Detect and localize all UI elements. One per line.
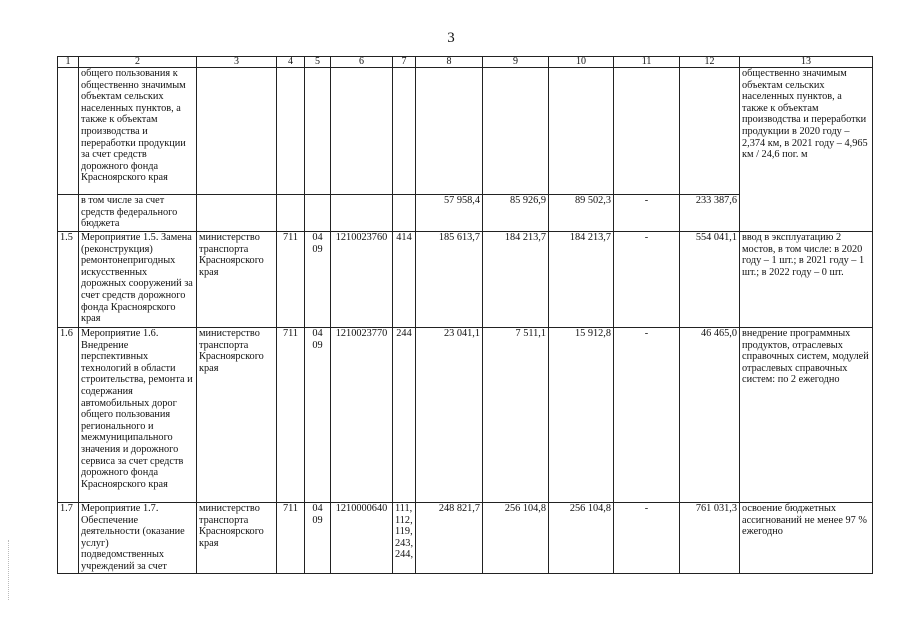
cell-2021: 85 926,9 [483,195,549,232]
cell-2021: 256 104,8 [483,503,549,574]
cell-csr: 1210000640 [331,503,393,574]
header-cell: 7 [393,57,416,68]
table-row [58,68,873,195]
cell-activity: общего пользования к общественно значимым объектам сельских населенных пунктов, а также к объектам производства и переработки продукции за счет средств дорожного фонда Красноярского края [79,68,197,195]
cell-section: 04 09 [305,232,331,328]
header-cell: 5 [305,57,331,68]
cell-2020 [416,68,483,195]
header-cell: 2 [79,57,197,68]
scan-margin-mark [8,540,11,600]
header-cell: 9 [483,57,549,68]
cell-2020: 57 958,4 [416,195,483,232]
cell-number: 1.6 [58,328,79,503]
cell-result: ввод в эксплуатацию 2 мостов, в том числе: в 2020 году – 1 шт.; в 2021 году – 1 шт.; в 2022 году – 0 шт. [740,232,873,328]
cell-grbs [277,195,305,232]
cell-2022: 256 104,8 [549,503,614,574]
cell-csr: 1210023760 [331,232,393,328]
cell-vr: 244 [393,328,416,503]
cell-section: 04 09 [305,503,331,574]
cell-2020: 185 613,7 [416,232,483,328]
cell-result: общественно значимым объектам сельских населенных пунктов, а также к объектам производства и переработки продукции в 2020 году – 2,374 км, в 2021 году – 4,965 км / 24,6 пог. м [740,68,873,232]
cell-result: внедрение программных продуктов, отраслевых справочных систем, модулей отраслевых справочных систем: по 2 ежегодно [740,328,873,503]
cell-grbs: 711 [277,503,305,574]
cell-number [58,68,79,195]
header-row [58,57,873,68]
cell-2020: 23 041,1 [416,328,483,503]
cell-activity: Мероприятие 1.5. Замена (реконструкция) ремонтонепригодных искусственных дорожных сооружений за счет средств дорожного фонда Красноярского края [79,232,197,328]
cell-total: 233 387,6 [680,195,740,232]
cell-grbs: 711 [277,232,305,328]
cell-vr [393,195,416,232]
cell-executor [197,195,277,232]
cell-2022 [549,68,614,195]
header-cell: 1 [58,57,79,68]
cell-col11 [614,68,680,195]
cell-csr [331,68,393,195]
cell-vr: 111, 112, 119, 243, 244, [393,503,416,574]
cell-col11: - [614,195,680,232]
page-number: 3 [447,30,455,46]
budget-table [57,56,873,574]
cell-col11: - [614,232,680,328]
header-cell: 13 [740,57,873,68]
cell-2021: 184 213,7 [483,232,549,328]
cell-grbs [277,68,305,195]
cell-section [305,68,331,195]
cell-col11: - [614,328,680,503]
header-cell: 6 [331,57,393,68]
cell-executor: министерство транспорта Красноярского края [197,232,277,328]
cell-executor [197,68,277,195]
cell-number [58,195,79,232]
cell-2022: 184 213,7 [549,232,614,328]
cell-activity: в том числе за счет средств федерального бюджета [79,195,197,232]
cell-number: 1.5 [58,232,79,328]
cell-2021 [483,68,549,195]
cell-grbs: 711 [277,328,305,503]
header-cell: 12 [680,57,740,68]
cell-activity: Мероприятие 1.6. Внедрение перспективных технологий в области строительства, ремонта и содержания автомобильных дорог общего пользования регионального и межмуниципального значения и дорожного сервиса за счет средств дорожного фонда Красноярского края [79,328,197,503]
table-row [58,503,873,574]
cell-2021: 7 511,1 [483,328,549,503]
header-cell: 11 [614,57,680,68]
cell-total: 761 031,3 [680,503,740,574]
header-cell: 4 [277,57,305,68]
table-row [58,232,873,328]
cell-2022: 89 502,3 [549,195,614,232]
cell-total [680,68,740,195]
cell-number: 1.7 [58,503,79,574]
cell-csr [331,195,393,232]
cell-executor: министерство транспорта Красноярского края [197,503,277,574]
cell-total: 554 041,1 [680,232,740,328]
cell-2022: 15 912,8 [549,328,614,503]
cell-executor: министерство транспорта Красноярского края [197,328,277,503]
cell-col11: - [614,503,680,574]
cell-total: 46 465,0 [680,328,740,503]
cell-vr [393,68,416,195]
cell-csr: 1210023770 [331,328,393,503]
header-cell: 10 [549,57,614,68]
cell-activity: Мероприятие 1.7. Обеспечение деятельности (оказание услуг) подведомственных учреждений за счет [79,503,197,574]
cell-2020: 248 821,7 [416,503,483,574]
cell-vr: 414 [393,232,416,328]
table-row [58,328,873,503]
header-cell: 8 [416,57,483,68]
header-cell: 3 [197,57,277,68]
cell-section: 04 09 [305,328,331,503]
cell-result: освоение бюджетных ассигнований не менее 97 % ежегодно [740,503,873,574]
cell-section [305,195,331,232]
